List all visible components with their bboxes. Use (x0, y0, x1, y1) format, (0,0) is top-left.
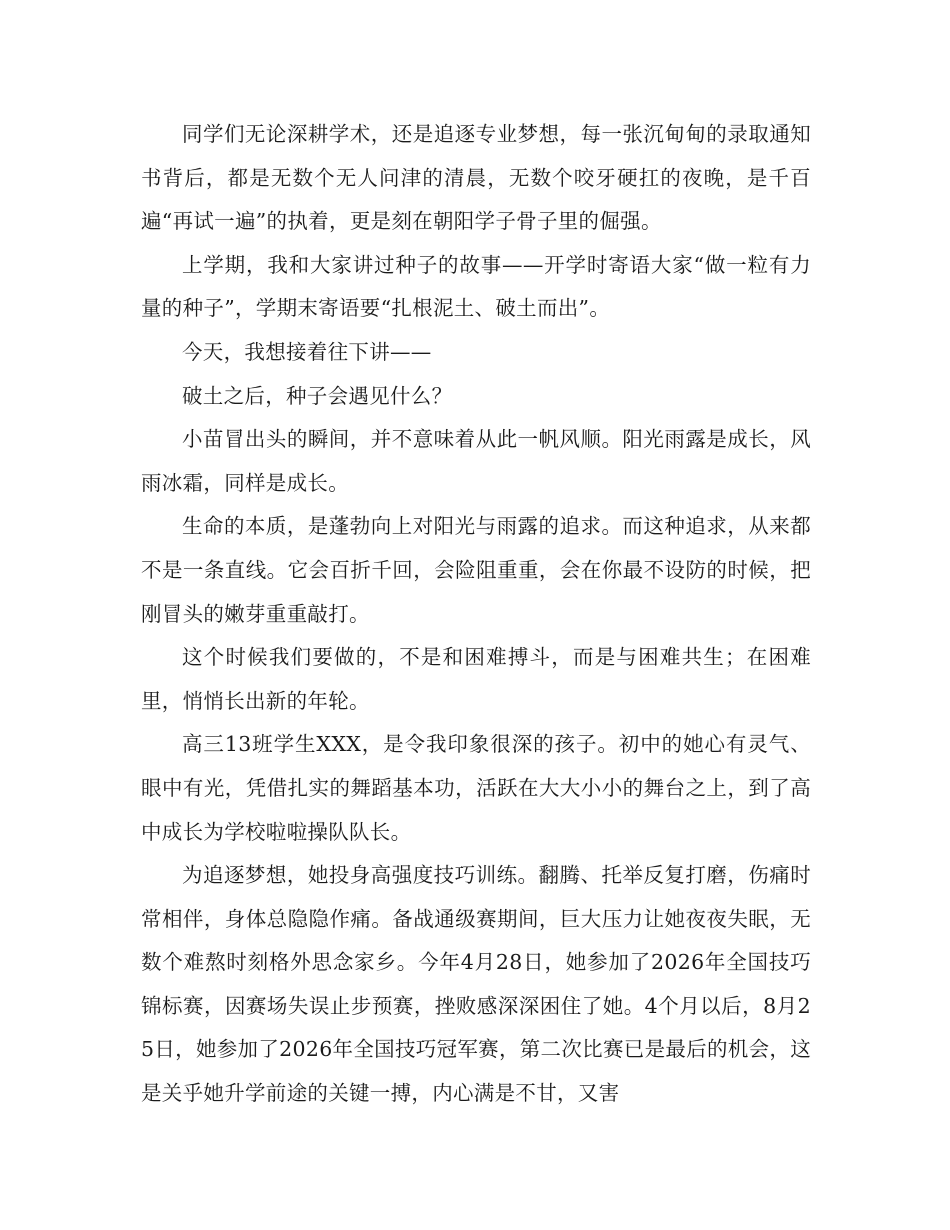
paragraph-6: 生命的本质，是蓬勃向上对阳光与雨露的追求。而这种追求，从来都不是一条直线。它会百折千回，会险阻重重，会在你最不设防的时候，把刚冒头的嫩芽重重敲打。 (141, 514, 811, 626)
paragraph-9: 为追逐梦想，她投身高强度技巧训练。翻腾、托举反复打磨，伤痛时常相伴，身体总隐隐作痛。备战通级赛期间，巨大压力让她夜夜失眠，无数个难熬时刻格外思念家乡。今年4月28日，她参加了2026年全国技巧锦标赛，因赛场失误止步预赛，挫败感深深困住了她。4个月以后，8月25日，她参加了2026年全国技巧冠军赛，第二次比赛已是最后的机会，这是关乎她升学前途的关键一搏，内心满是不甘，又害 (141, 863, 811, 1106)
document-body (141, 113, 811, 1116)
paragraph-3: 今天，我想接着往下讲—— (182, 339, 432, 364)
paragraph-4: 破土之后，种子会遇见什么？ (182, 383, 453, 408)
paragraph-1: 同学们无论深耕学术，还是追逐专业梦想，每一张沉甸甸的录取通知书背后，都是无数个无人问津的清晨，无数个咬牙硬扛的夜晚，是千百遍“再试一遍”的执着，更是刻在朝阳学子骨子里的倔强。 (141, 122, 811, 234)
paragraph-7: 这个时候我们要做的，不是和困难搏斗，而是与困难共生；在困难里，悄悄长出新的年轮。 (141, 645, 811, 713)
paragraph-2: 上学期，我和大家讲过种子的故事——开学时寄语大家“做一粒有力量的种子”，学期末寄语要“扎根泥土、破土而出”。 (141, 252, 811, 321)
paragraph-8: 高三13班学生XXX，是令我印象很深的孩子。初中的她心有灵气、眼中有光，凭借扎实的舞蹈基本功，活跃在大大小小的舞台之上，到了高中成长为学校啦啦操队队长。 (141, 732, 811, 844)
paragraph-5: 小苗冒出头的瞬间，并不意味着从此一帆风顺。阳光雨露是成长，风雨冰霜，同样是成长。 (141, 427, 811, 495)
